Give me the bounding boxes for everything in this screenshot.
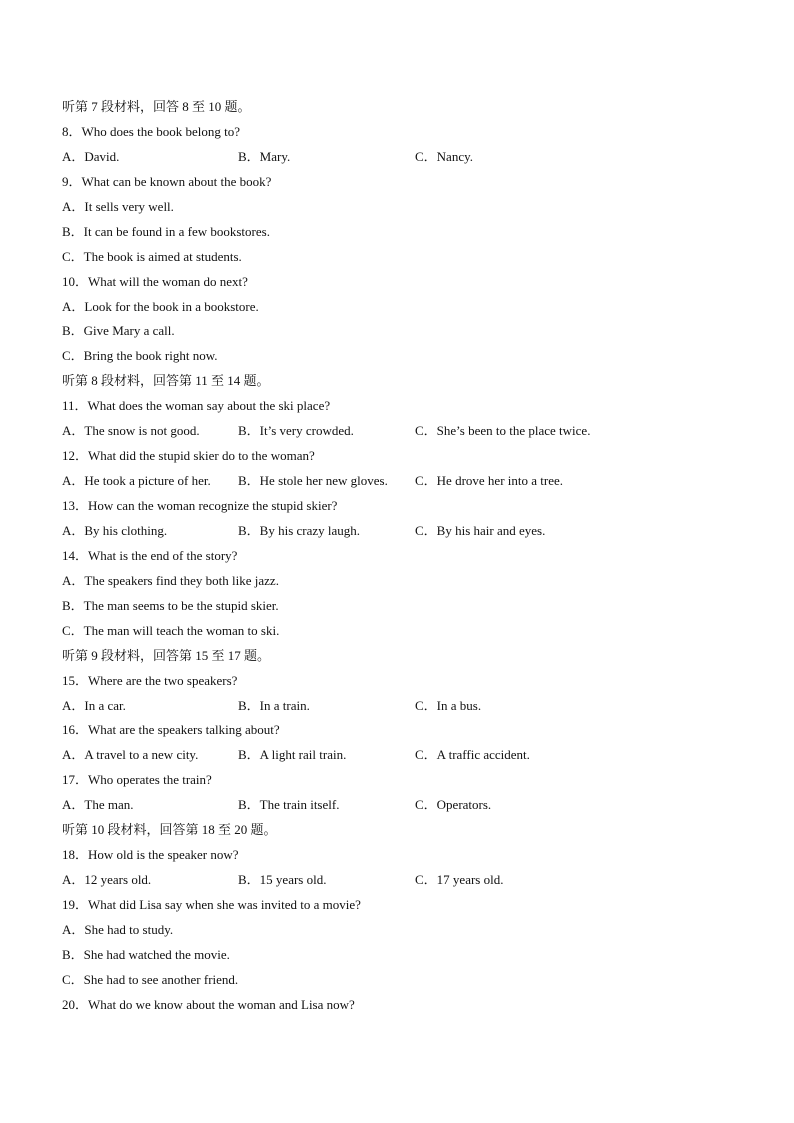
answer-option: B．The man seems to be the stupid skier.: [62, 597, 279, 613]
answer-option: A．It sells very well.: [62, 198, 174, 214]
answer-option: C．She’s been to the place twice.: [415, 423, 591, 439]
section-heading: 听第 8 段材料，回答第 11 至 14 题。: [62, 373, 270, 389]
answer-option: B．Give Mary a call.: [62, 323, 175, 339]
answer-options-row: [62, 519, 742, 544]
answer-option: A．By his clothing.: [62, 522, 168, 538]
answer-option: C．She had to see another friend.: [62, 971, 239, 987]
question-text: 9．What can be known about the book?: [62, 173, 272, 189]
answer-option: B．In a train.: [238, 697, 310, 713]
answer-option: B．A light rail train.: [238, 747, 347, 763]
answer-option: B．He stole her new gloves.: [238, 473, 388, 489]
answer-option: A．In a car.: [62, 697, 126, 713]
answer-option: C．Bring the book right now.: [62, 348, 218, 364]
section-heading: 听第 7 段材料，回答 8 至 10 题。: [62, 99, 251, 114]
question-text: 12．What did the stupid skier do to the woman?: [62, 448, 315, 464]
answer-option: C．17 years old.: [415, 872, 504, 888]
section-heading: 听第 9 段材料，回答第 15 至 17 题。: [62, 647, 271, 663]
answer-option: A．David.: [62, 148, 120, 164]
answer-option: C．Operators.: [415, 797, 492, 813]
answer-option: B．By his crazy laugh.: [238, 522, 361, 538]
question-text: 8．Who does the book belong to?: [62, 123, 240, 139]
question-text: 14．What is the end of the story?: [62, 547, 238, 563]
answer-options-row: [62, 694, 742, 719]
answer-option: B．It can be found in a few bookstores.: [62, 223, 270, 239]
question-text: 20．What do we know about the woman and Lisa now?: [62, 996, 355, 1012]
answer-option: A．The snow is not good.: [62, 423, 200, 439]
answer-option: B．Mary.: [238, 148, 291, 164]
answer-option: A．She had to study.: [62, 921, 174, 937]
answer-option: A．A travel to a new city.: [62, 747, 199, 763]
question-text: 10．What will the woman do next?: [62, 273, 248, 289]
answer-option: B．It’s very crowded.: [238, 423, 354, 439]
answer-option: A．Look for the book in a bookstore.: [62, 298, 259, 314]
answer-options-row: [62, 419, 742, 444]
answer-option: A．He took a picture of her.: [62, 473, 211, 489]
question-text: 18．How old is the speaker now?: [62, 847, 239, 863]
answer-options-row: [62, 793, 742, 818]
answer-option: C．The man will teach the woman to ski.: [62, 622, 280, 638]
answer-option: C．He drove her into a tree.: [415, 473, 564, 489]
answer-option: A．The speakers find they both like jazz.: [62, 572, 279, 588]
answer-option: C．Nancy.: [415, 148, 474, 164]
question-text: 17．Who operates the train?: [62, 772, 212, 788]
answer-option: C．In a bus.: [415, 697, 482, 713]
question-text: 16．What are the speakers talking about?: [62, 722, 280, 738]
answer-options-row: [62, 743, 742, 768]
answer-option: B．She had watched the movie.: [62, 946, 230, 962]
answer-option: A．12 years old.: [62, 872, 152, 888]
answer-options-row: [62, 145, 742, 170]
answer-option: A．The man.: [62, 797, 134, 813]
answer-option: B．15 years old.: [238, 872, 327, 888]
answer-options-row: [62, 469, 742, 494]
document-page: [62, 95, 742, 1018]
question-text: 11．What does the woman say about the ski place?: [62, 398, 331, 414]
answer-option: B．The train itself.: [238, 797, 340, 813]
answer-option: C．A traffic accident.: [415, 747, 530, 763]
question-text: 13．How can the woman recognize the stupid skier?: [62, 498, 338, 513]
question-text: 19．What did Lisa say when she was invited to a movie?: [62, 897, 361, 912]
answer-option: C．The book is aimed at students.: [62, 248, 242, 264]
section-heading: 听第 10 段材料，回答第 18 至 20 题。: [62, 822, 277, 838]
question-text: 15．Where are the two speakers?: [62, 672, 238, 688]
answer-option: C．By his hair and eyes.: [415, 522, 546, 538]
answer-options-row: [62, 868, 742, 893]
